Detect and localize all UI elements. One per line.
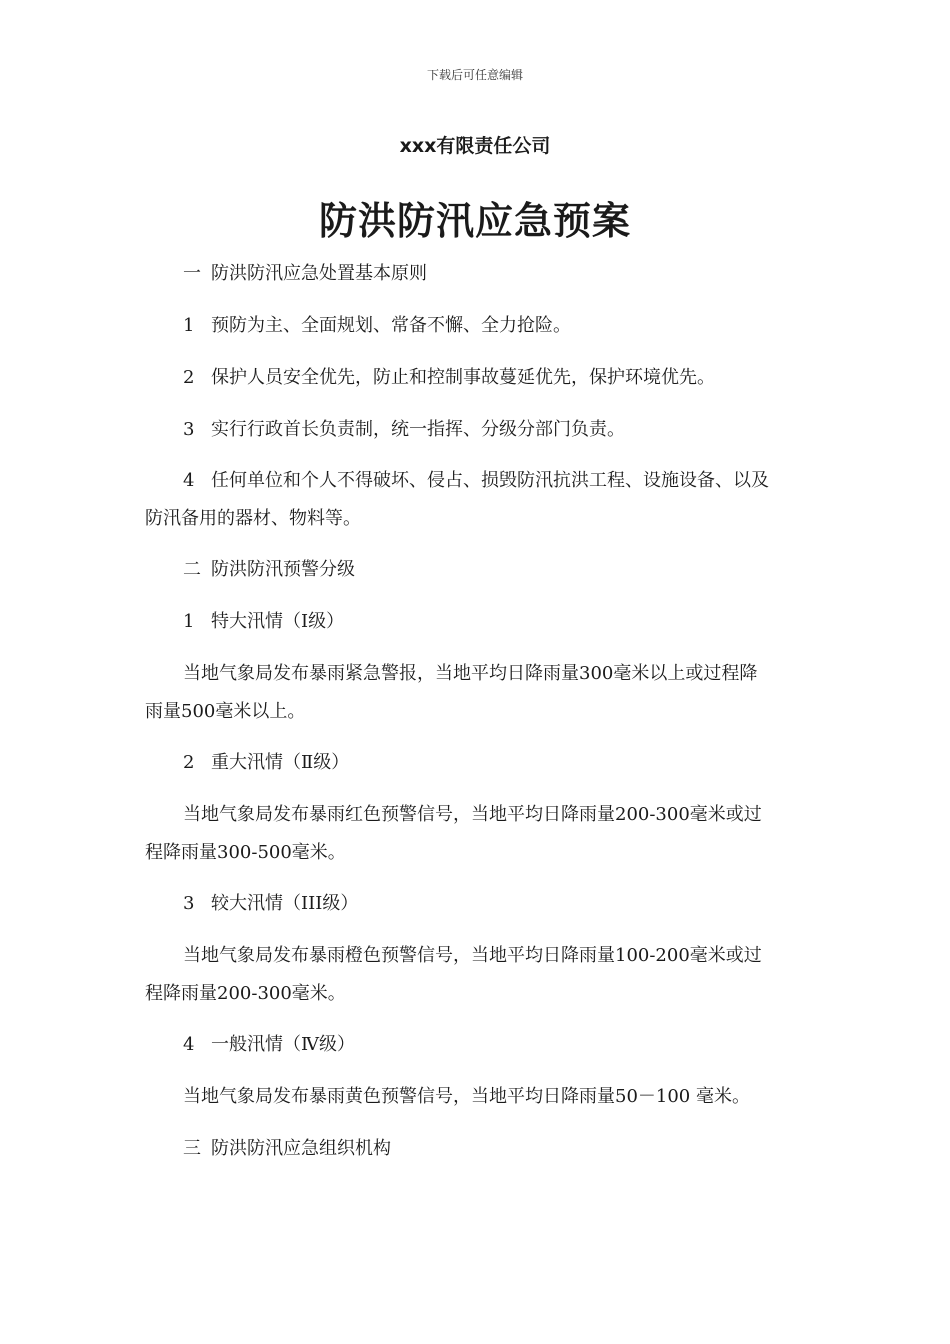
- item-line-1: [145, 462, 815, 500]
- level-heading-4: [145, 1026, 853, 1064]
- principle-item-2: [145, 359, 853, 397]
- principle-item-4: [145, 462, 815, 538]
- level-name: 较大汛情（III级）: [211, 893, 359, 914]
- level-description-3: [145, 937, 815, 1013]
- item-text: 保护人员安全优先，防止和控制事故蔓延优先，保护环境优先。: [211, 367, 715, 388]
- section-heading-1: [145, 255, 853, 293]
- section-number: 二: [183, 559, 201, 580]
- level-name: 重大汛情（Ⅱ级）: [211, 752, 350, 773]
- level-description-4: [145, 1078, 815, 1116]
- description-line-2: 程降雨量200-300毫米。: [145, 983, 346, 1004]
- item-text: 预防为主、全面规划、常备不懈、全力抢险。: [211, 315, 571, 336]
- principle-item-3: [145, 411, 853, 449]
- section-heading-2: [145, 551, 853, 589]
- document-title: 防洪防汛应急预案: [318, 199, 631, 243]
- level-description-1: [145, 655, 815, 731]
- description-line-2: 雨量500毫米以上。: [145, 701, 306, 722]
- level-number: 4: [183, 1034, 195, 1055]
- section-heading-3: [145, 1130, 853, 1168]
- item-text: 实行行政首长负责制，统一指挥、分级分部门负责。: [211, 419, 625, 440]
- company-name: xxx有限责任公司: [399, 135, 551, 157]
- level-heading-3: [145, 885, 853, 923]
- item-number: 2: [183, 367, 195, 388]
- item-number: 1: [183, 315, 195, 336]
- item-number: 4: [183, 470, 195, 491]
- level-heading-2: [145, 744, 853, 782]
- level-number: 3: [183, 893, 195, 914]
- level-name: 一般汛情（Ⅳ级）: [211, 1034, 355, 1055]
- section-title: 防洪防汛预警分级: [211, 559, 355, 580]
- level-number: 2: [183, 752, 195, 773]
- header-note: 下载后可任意编辑: [426, 68, 523, 82]
- description-line-1: 当地气象局发布暴雨红色预警信号，当地平均日降雨量200-300毫米或过: [183, 804, 762, 825]
- item-line-2: 防汛备用的器材、物料等。: [145, 508, 361, 529]
- description-line-1: 当地气象局发布暴雨黄色预警信号，当地平均日降雨量50－100 毫米。: [183, 1086, 750, 1107]
- level-description-2: [145, 796, 815, 872]
- item-text: 任何单位和个人不得破坏、侵占、损毁防汛抗洪工程、设施设备、以及: [211, 470, 769, 491]
- section-title: 防洪防汛应急处置基本原则: [211, 263, 427, 284]
- level-name: 特大汛情（Ⅰ级）: [211, 611, 345, 632]
- level-heading-1: [145, 603, 853, 641]
- description-line-1: 当地气象局发布暴雨橙色预警信号，当地平均日降雨量100-200毫米或过: [183, 945, 762, 966]
- description-line-1: 当地气象局发布暴雨紧急警报，当地平均日降雨量300毫米以上或过程降: [183, 663, 758, 684]
- item-number: 3: [183, 419, 195, 440]
- level-number: 1: [183, 611, 195, 632]
- section-number: 一: [183, 263, 201, 284]
- section-number: 三: [183, 1138, 201, 1159]
- section-title: 防洪防汛应急组织机构: [211, 1138, 391, 1159]
- description-line-2: 程降雨量300-500毫米。: [145, 842, 346, 863]
- principle-item-1: [145, 307, 853, 345]
